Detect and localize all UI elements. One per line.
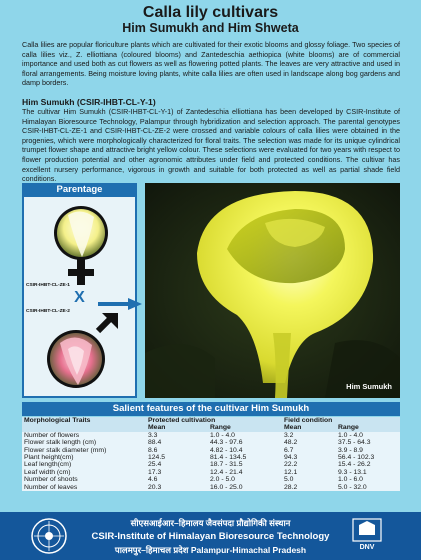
parentage-panel [22,183,137,398]
table-cell-trait: Number of flowers [24,431,80,439]
table-cell-p-mean: 3.3 [148,431,158,439]
header-trait: Morphological Traits [22,417,146,424]
table-cell-f-mean: 22.2 [284,461,298,469]
table-row [22,432,400,439]
table-row [22,454,400,461]
table-cell-f-range: 1.0 - 4.0 [338,431,363,439]
header-protected: Protected cultivation [146,417,282,424]
table-cell-f-mean: 12.1 [284,468,298,476]
parentage-inner [24,197,135,396]
dnv-logo [347,517,387,555]
table-cell-trait: Flower stalk length (cm) [24,439,97,447]
parent2-caption: CSIR-IHBT-CL-ZE-2 [26,309,70,314]
table-subheader-row [22,424,400,431]
table-cell-p-range: 18.7 - 31.5 [210,461,243,469]
header-field: Field condition [282,417,400,424]
subheader-range: Range [336,424,400,431]
intro-paragraph: Calla lilies are popular floriculture plants which are cultivated for their exotic blooms and glossy foliage. Two species of calla lilies viz., Z. elliottiana (coloured blooms) and Zantedeschia aethiopica (white blooms) are of commercial importance and used both as cut flowers as well as flowering potted plants. The leaves are very attractive and used in floral arrangements. Being moisture loving plants, white calla lilies are often used in landscape along bog gardens and damp borders. [22,40,400,88]
table-cell-p-mean: 20.3 [148,483,162,491]
table-cell-trait: Flower stalk diameter (mm) [24,446,107,454]
arrow-icon [98,298,142,310]
table-cell-f-range: 15.4 - 26.2 [338,461,371,469]
section-title: Him Sumukh (CSIR-IHBT-CL-Y-1) [22,97,156,107]
table-cell-trait: Leaf width (cm) [24,468,71,476]
features-table [22,417,400,491]
table-cell-p-range: 81.4 - 134.5 [210,454,247,462]
subheader-range: Range [208,424,282,431]
male-symbol-icon [42,309,128,395]
female-symbol-icon [48,203,114,291]
table-cell-f-mean: 28.2 [284,483,298,491]
table-cell-trait: Leaf length(cm) [24,461,72,469]
table-cell-trait: Plant height(cm) [24,454,74,462]
table-cell-p-range: 16.0 - 25.0 [210,483,243,491]
table-row [22,484,400,491]
table-cell-p-range: 12.4 - 21.4 [210,468,243,476]
table-cell-trait: Number of shoots [24,476,78,484]
table-cell-p-mean: 4.6 [148,476,158,484]
table-cell-p-range: 1.0 - 4.0 [210,431,235,439]
table-cell-f-mean: 3.2 [284,431,294,439]
subheader-empty [22,424,146,431]
table-cell-f-mean: 5.0 [284,476,294,484]
table-row [22,447,400,454]
csir-logo-icon [30,517,68,555]
dnv-label: DNV [359,544,375,551]
table-cell-p-range: 44.3 - 97.6 [210,439,243,447]
page-title: Calla lily cultivars [142,4,279,21]
parent1-caption: CSIR-IHBT-CL-ZE-1 [26,283,70,288]
table-cell-p-range: 4.82 - 10.4 [210,446,243,454]
table-cell-f-mean: 48.2 [284,439,298,447]
table-cell-p-mean: 124.5 [148,454,166,462]
table-cell-p-mean: 17.3 [148,468,162,476]
table-cell-f-range: 37.5 - 64.3 [338,439,371,447]
photo-caption: Him Sumukh [346,382,392,391]
table-cell-p-mean: 8.6 [148,446,158,454]
footer-hindi-name: सीएसआईआर–हिमालय जैवसंपदा प्रौद्योगिकी संस्थान [130,518,291,528]
table-row [22,476,400,483]
table-row [22,439,400,446]
footer-location: पालमपुर–हिमाचल प्रदेश Palampur-Himachal Pradesh [114,545,307,555]
footer-institute-name: CSIR-Institute of Himalayan Bioresource Technology [91,531,330,542]
page-subtitle: Him Sumukh and Him Shweta [122,21,299,35]
table-cell-f-range: 9.3 - 13.1 [338,468,367,476]
section-description: The cultivar Him Sumukh (CSIR-IHBT-CL-Y-1) of Zantedeschia elliottiana has been developed by CSIR-Institute of Himalayan Bioresource Technology, Palampur through hybridization and selection approach. The parental genotypes CSIR-IHBT-CL-ZE-1 and CSIR-IHBT-CL-ZE-2 were crossed and variable colours of calla lilies were obtained in the progenies, which were morphologically characterized for floral traits. The selection was made for its unique cylindrical trumpet flower shape and attractive bright yellow colour. These selections were evaluated for two years with respect to flower production potential and other agronomic attributes under field and protected conditions. The cultivar has excellent nursery performance, vigorous in growth and suitable for both protected as well as partial shade field conditions. [22,107,400,184]
features-title: Salient features of the cultivar Him Sumukh [22,402,400,416]
table-row [22,469,400,476]
table-cell-p-mean: 25.4 [148,461,162,469]
subheader-mean: Mean [146,424,208,431]
calla-lily-image [145,183,400,398]
table-cell-f-range: 3.9 - 8.9 [338,446,363,454]
table-cell-p-range: 2.0 - 5.0 [210,476,235,484]
subheader-mean: Mean [282,424,336,431]
him-sumukh-photo [145,183,400,398]
table-cell-f-mean: 6.7 [284,446,294,454]
table-cell-trait: Number of leaves [24,483,78,491]
table-row [22,461,400,468]
table-cell-f-mean: 94.3 [284,454,298,462]
parentage-label: Parentage [56,184,103,195]
table-cell-f-range: 1.0 - 6.0 [338,476,363,484]
table-cell-p-mean: 88.4 [148,439,162,447]
table-header-row [22,417,400,424]
dnv-ship-icon [347,517,387,543]
cross-symbol: X [74,289,85,306]
table-cell-f-range: 56.4 - 102.3 [338,454,375,462]
table-cell-f-range: 5.0 - 32.0 [338,483,367,491]
